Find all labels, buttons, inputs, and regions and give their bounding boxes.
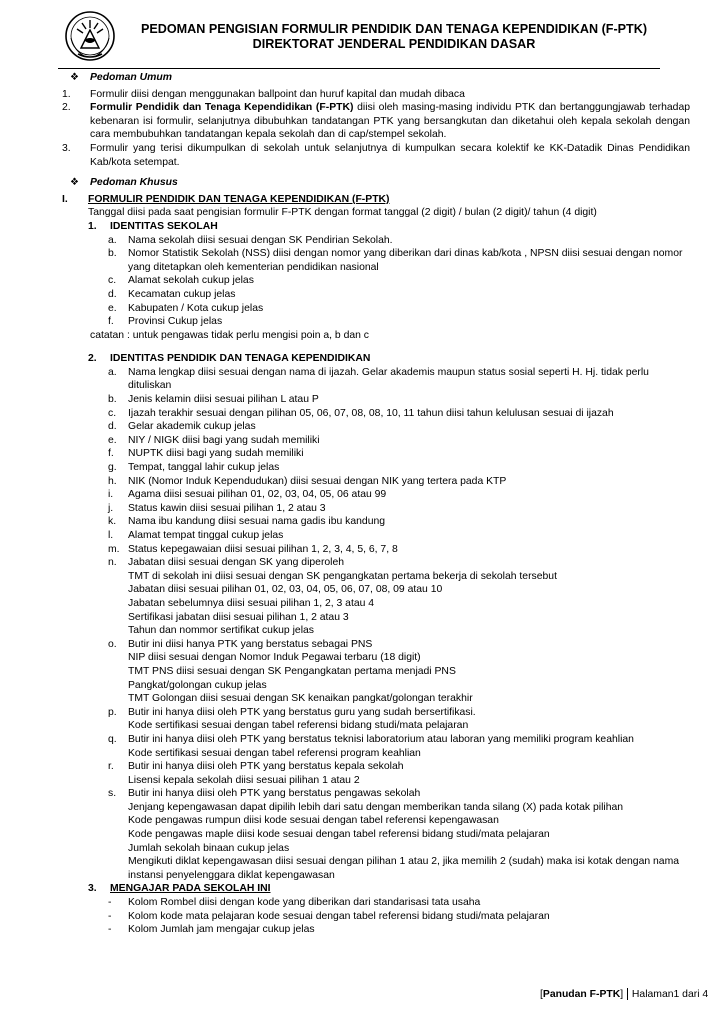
item-letter: n. [108, 557, 117, 569]
section-i-title: FORMULIR PENDIDIK DAN TENAGA KEPENDIDIKAN (F-PTK) [88, 193, 390, 205]
list-item [62, 247, 690, 274]
list-item [62, 274, 690, 288]
sub-number: 2. [88, 353, 97, 365]
pedoman-umum-heading [62, 71, 690, 85]
list-item [62, 315, 690, 329]
item-number: 1. [62, 88, 71, 100]
footer-bracket-open: [ [540, 989, 543, 1000]
identitas-sekolah-list [62, 234, 690, 329]
item-letter: d. [108, 288, 117, 300]
item-text: Alamat sekolah cukup jelas [128, 275, 254, 287]
list-item [62, 488, 690, 502]
item-text: NIY / NIGK diisi bagi yang sudah memiliki [128, 434, 320, 446]
item-text: Butir ini diisi hanya PTK yang berstatus sebagai PNS [128, 638, 373, 650]
list-item [62, 529, 690, 543]
section-i-heading [62, 193, 690, 207]
list-item [62, 896, 690, 910]
item-letter: m. [108, 543, 120, 555]
date-format-note: Tanggal diisi pada saat pengisian formulir F-PTK dengan format tanggal (2 digit) / bulan (2 digit)/ tahun (4 digit) [88, 207, 597, 219]
page-header [64, 8, 664, 70]
item-letter: a. [108, 234, 117, 246]
header-rule [58, 68, 660, 69]
item-text: Jabatan diisi sesuai dengan SK yang diperoleh [128, 557, 345, 569]
list-item [62, 638, 690, 652]
list-item [62, 234, 690, 248]
item-letter: d. [108, 421, 117, 433]
item-text: Alamat tempat tinggal cukup jelas [128, 530, 284, 541]
footer-page-number: Halaman1 dari 4 [631, 989, 709, 1000]
item-letter: q. [108, 733, 117, 745]
list-item [62, 502, 690, 516]
sub-item-text: Kode pengawas maple diisi kode sesuai dengan tabel referensi bidang studi/mata pelajaran [128, 829, 550, 841]
identitas-ptk-list [62, 366, 690, 883]
list-item [62, 515, 690, 529]
mengajar-list [62, 896, 690, 937]
sub-item-text: TMT di sekolah ini diisi sesuai dengan SK pengangkatan pertama bekerja di sekolah tersebut [128, 570, 557, 582]
list-item [62, 447, 690, 461]
title-line-1: PEDOMAN PENGISIAN FORMULIR PENDIDIK DAN TENAGA KEPENDIDIKAN (F-PTK) [140, 22, 648, 36]
dash-bullet: - [108, 924, 112, 936]
item-text: diisi oleh masing-masing individu PTK dan bertanggungjawab terhadap kebenaran isi formulir, selanjutnya dibubuhkan tandatangan PTK yang bersangkutan dan diketahui oleh kepala sekolah dengan cara membubuhkan tandatangan kepala sekolah dan di cap/stempel sekolah. [90, 102, 691, 141]
item-bold-text: Formulir Pendidik dan Tenaga Kependidikan (F-PTK) [90, 102, 354, 114]
item-letter: f. [108, 316, 114, 328]
item-number: 2. [62, 102, 71, 114]
sub-item-text: Kode pengawas rumpun diisi kode sesuai dengan tabel referensi kepengawasan [128, 815, 499, 827]
item-text: Kabupaten / Kota cukup jelas [128, 302, 264, 314]
item-text: Kolom Jumlah jam mengajar cukup jelas [128, 924, 315, 936]
item-letter: g. [108, 462, 117, 474]
sub-item-text: Kode sertifikasi sesuai dengan tabel referensi program keahlian [128, 747, 421, 759]
list-item [62, 142, 690, 169]
list-item [62, 434, 690, 448]
sub-number: 3. [88, 883, 97, 895]
list-item [62, 288, 690, 302]
footer-separator [627, 988, 628, 1000]
sub-item-text: Jabatan sebelumnya diisi sesuai pilihan 1, 2, 3 atau 4 [128, 597, 375, 609]
tut-wuri-handayani-logo [64, 10, 116, 64]
item-letter: l. [108, 530, 114, 541]
item-text: Butir ini hanya diisi oleh PTK yang berstatus guru yang sudah bersertifikasi. [128, 706, 476, 718]
item-text: Tempat, tanggal lahir cukup jelas [128, 462, 280, 474]
sub-item-text: Jabatan diisi sesuai pilihan 01, 02, 03, 04, 05, 06, 07, 08, 09 atau 10 [128, 584, 443, 596]
list-item [62, 407, 690, 421]
item-text: Jenis kelamin diisi sesuai pilihan L atau P [128, 394, 319, 406]
item-letter: s. [108, 788, 117, 800]
page-footer [540, 988, 728, 1002]
list-item [62, 760, 690, 774]
item-text: Butir ini hanya diisi oleh PTK yang berstatus teknisi laboratorium atau laboran yang memiliki program keahlian [128, 733, 634, 745]
item-letter: e. [108, 302, 117, 314]
list-item [62, 461, 690, 475]
sub-title: IDENTITAS SEKOLAH [110, 220, 218, 232]
item-letter: k. [108, 516, 117, 528]
title-line-2: DIREKTORAT JENDERAL PENDIDIKAN DASAR [252, 37, 536, 51]
item-letter: i. [108, 489, 114, 501]
list-item [62, 543, 690, 557]
pedoman-khusus-heading [62, 176, 690, 190]
item-number: 3. [62, 142, 71, 154]
document-body [62, 71, 690, 937]
sub-item-text: Sertifikasi jabatan diisi sesuai pilihan 1, 2 atau 3 [128, 611, 349, 623]
list-item [62, 101, 690, 142]
list-item [62, 420, 690, 434]
sub-title: MENGAJAR PADA SEKOLAH INI [110, 883, 271, 895]
item-letter: c. [108, 275, 117, 287]
sub-item-text: Mengikuti diklat kepengawasan diisi sesuai dengan pilihan 1 atau 2, jika memilih 2 (sudah) maka isi kotak dengan nama instansi penyelenggara diklat kepengawasan [128, 856, 680, 881]
sub-item-text: TMT PNS diisi sesuai dengan SK Pengangkatan pertama menjadi PNS [128, 665, 456, 677]
item-text: Kolom Rombel diisi dengan kode yang diberikan dari standarisasi tata usaha [128, 897, 481, 909]
item-text: Status kepegawaian diisi sesuai pilihan 1, 2, 3, 4, 5, 6, 7, 8 [128, 543, 398, 555]
list-item [62, 475, 690, 489]
diamond-bullet-icon: ❖ [70, 72, 79, 83]
item-letter: r. [108, 761, 114, 773]
pedoman-umum-list [62, 88, 690, 170]
item-letter: a. [108, 366, 117, 378]
dash-bullet: - [108, 910, 112, 922]
mengajar-heading [62, 882, 690, 896]
list-item [62, 910, 690, 924]
sub-item-text: Kode sertifikasi sesuai dengan tabel referensi bidang studi/mata pelajaran [128, 720, 469, 732]
item-text: Ijazah terakhir sesuai dengan pilihan 05, 06, 07, 08, 08, 10, 11 tahun diisi tahun kelulusan sesuai di ijazah [128, 407, 614, 419]
item-text: Nama lengkap diisi sesuai dengan nama di ijazah. Gelar akademis maupun status sosial seperti H. Hj. tidak perlu dituliskan [128, 366, 649, 392]
identitas-ptk-heading [62, 352, 690, 366]
list-item [62, 366, 690, 393]
item-text: Provinsi Cukup jelas [128, 316, 223, 328]
list-item [62, 556, 690, 570]
item-text: Nomor Statistik Sekolah (NSS) diisi dengan nomor yang diberikan dari dinas kab/kota , NPSN diisi sesuai dengan nomor yang ditetapkan oleh kementerian pendidikan nasional [128, 248, 683, 273]
item-text: Butir ini hanya diisi oleh PTK yang berstatus kepala sekolah [128, 761, 404, 773]
item-text: NUPTK diisi bagi yang sudah memiliki [128, 448, 304, 460]
sub-item-text: Jenjang kepengawasan dapat dipilih lebih dari satu dengan memberikan tanda silang (X) pada kotak pilihan [128, 801, 624, 813]
item-letter: b. [108, 394, 117, 406]
spacer [62, 169, 690, 176]
sub-item-text: Pangkat/golongan cukup jelas [128, 679, 267, 691]
identitas-sekolah-heading [62, 220, 690, 234]
item-text: Agama diisi sesuai pilihan 01, 02, 03, 04, 05, 06 atau 99 [128, 489, 387, 501]
sub-number: 1. [88, 220, 97, 232]
sub-item-text: Lisensi kepala sekolah diisi sesuai pilihan 1 atau 2 [128, 774, 360, 786]
sub-item-text: Jumlah sekolah binaan cukup jelas [128, 842, 290, 854]
sub-item-text: NIP diisi sesuai dengan Nomor Induk Pegawai terbaru (18 digit) [128, 652, 421, 664]
item-letter: b. [108, 248, 117, 260]
item-letter: e. [108, 434, 117, 446]
pengawas-note: catatan : untuk pengawas tidak perlu mengisi poin a, b dan c [90, 329, 369, 341]
item-text: Status kawin diisi sesuai pilihan 1, 2 atau 3 [128, 502, 326, 514]
list-item [62, 706, 690, 720]
item-letter: j. [108, 502, 114, 514]
footer-bracket-close: ] [620, 989, 624, 1000]
item-text: NIK (Nomor Induk Kependudukan) diisi sesuai dengan NIK yang tertera pada KTP [128, 475, 507, 487]
dash-bullet: - [108, 897, 112, 909]
item-letter: h. [108, 475, 117, 487]
item-letter: p. [108, 706, 117, 718]
list-item [62, 787, 690, 801]
sub-item-text: Tahun dan nommor sertifikat cukup jelas [128, 625, 314, 637]
section-label: Pedoman Umum [90, 72, 172, 83]
list-item [62, 923, 690, 937]
item-text: Kolom kode mata pelajaran kode sesuai dengan tabel referensi bidang studi/mata pelajaran [128, 910, 550, 922]
item-text: Nama ibu kandung diisi sesuai nama gadis ibu kandung [128, 516, 386, 528]
list-item [62, 393, 690, 407]
sub-item-text: TMT Golongan diisi sesuai dengan SK kenaikan pangkat/golongan terakhir [128, 693, 473, 705]
list-item [62, 733, 690, 747]
item-text: Formulir diisi dengan menggunakan ballpoint dan huruf kapital dan mudah dibaca [90, 88, 465, 100]
list-item [62, 88, 690, 102]
diamond-bullet-icon: ❖ [70, 177, 79, 189]
item-text: Gelar akademik cukup jelas [128, 421, 256, 433]
list-item [62, 302, 690, 316]
item-text: Butir ini hanya diisi oleh PTK yang berstatus pengawas sekolah [128, 788, 421, 800]
document-title [124, 22, 664, 52]
item-text: Formulir yang terisi dikumpulkan di sekolah untuk selanjutnya di kumpulkan secara kolektif ke KK-Datadik Dinas Pendidikan Kab/kota setempat. [90, 142, 690, 168]
item-letter: o. [108, 638, 117, 650]
item-text: Kecamatan cukup jelas [128, 288, 236, 300]
item-letter: c. [108, 407, 117, 419]
roman-number: I. [62, 193, 68, 205]
item-text: Nama sekolah diisi sesuai dengan SK Pendirian Sekolah. [128, 234, 393, 246]
section-label: Pedoman Khusus [90, 177, 178, 189]
footer-doc-name: Panudan F-PTK [542, 989, 621, 1000]
sub-title: IDENTITAS PENDIDIK DAN TENAGA KEPENDIDIKAN [110, 353, 371, 365]
item-letter: f. [108, 448, 114, 460]
